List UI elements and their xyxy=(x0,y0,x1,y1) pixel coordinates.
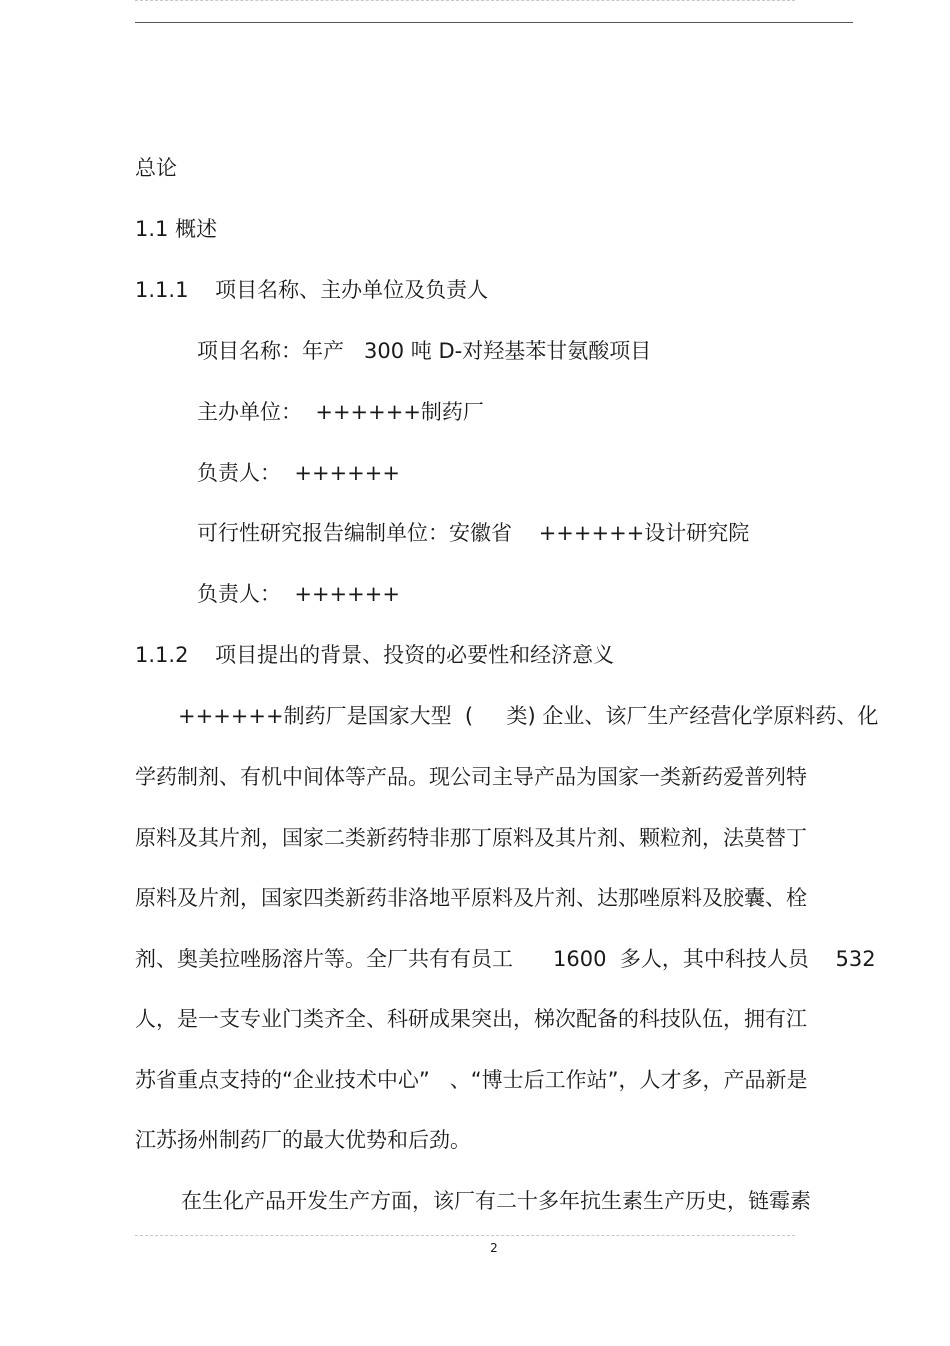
header-dotted-rule xyxy=(135,0,795,1)
page-number: 2 xyxy=(490,1241,498,1255)
chapter-heading: 总论 xyxy=(135,156,177,180)
header-rule xyxy=(135,22,853,23)
footer-dotted-rule xyxy=(135,1235,795,1236)
paragraph-line: 剂、奥美拉唑肠溶片等。全厂共有有员工 1600 多人，其中科技人员 532 xyxy=(135,947,876,971)
paragraph-line: 在生化产品开发生产方面，该厂有二十多年抗生素生产历史，链霉素 xyxy=(181,1189,811,1213)
section-heading-1-1: 1.1 概述 xyxy=(135,217,218,241)
paragraph-line: 学药制剂、有机中间体等产品。现公司主导产品为国家一类新药爱普列特 xyxy=(135,765,807,789)
paragraph-line: 原料及其片剂，国家二类新药特非那丁原料及其片剂、颗粒剂，法莫替丁 xyxy=(135,826,807,850)
paragraph-line: ++++++制药厂是国家大型 ( 类) 企业、该厂生产经营化学原料药、化 xyxy=(178,704,879,728)
project-name-line: 项目名称：年产 300 吨 D-对羟基苯甘氨酸项目 xyxy=(197,339,652,363)
prep-unit-line: 可行性研究报告编制单位：安徽省 ++++++设计研究院 xyxy=(197,521,750,545)
paragraph-line: 苏省重点支持的“企业技术中心” 、“博士后工作站”，人才多，产品新是 xyxy=(135,1068,808,1092)
paragraph-line: 原料及片剂，国家四类新药非洛地平原料及片剂、达那唑原料及胶囊、栓 xyxy=(135,886,807,910)
sponsor-line: 主办单位： ++++++制药厂 xyxy=(197,400,484,424)
paragraph-line: 江苏扬州制药厂的最大优势和后劲。 xyxy=(135,1128,471,1152)
paragraph-line: 人，是一支专业门类齐全、科研成果突出，梯次配备的科技队伍，拥有江 xyxy=(135,1007,807,1031)
leader-line: 负责人： ++++++ xyxy=(197,461,400,485)
prep-leader-line: 负责人： ++++++ xyxy=(197,582,400,606)
section-heading-1-1-2: 1.1.2 项目提出的背景、投资的必要性和经济意义 xyxy=(135,643,615,667)
section-heading-1-1-1: 1.1.1 项目名称、主办单位及负责人 xyxy=(135,278,489,302)
